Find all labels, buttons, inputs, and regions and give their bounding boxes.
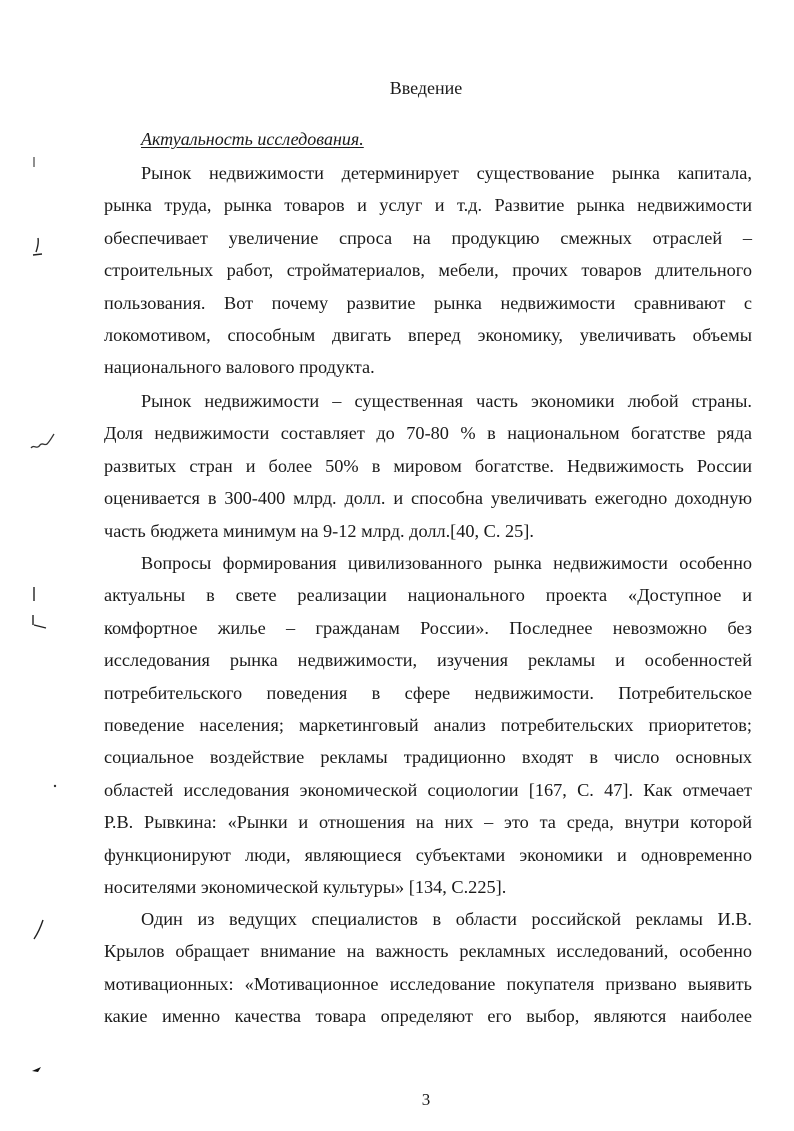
text-line: Вопросы формирования цивилизованного рынка недвижимости особенно: [141, 553, 752, 573]
text-line: какие именно качества товара определяют его выбор, являются наиболее: [104, 1006, 752, 1027]
text-line: Крылов обращает внимание на важность рекламных исследований, особенно: [104, 941, 752, 962]
text-line: Один из ведущих специалистов в области российской рекламы И.В.: [141, 909, 752, 929]
text-line: оценивается в 300-400 млрд. долл. и способна увеличивать ежегодно доходную: [104, 488, 752, 509]
text-line: носителями экономической культуры» [134, С.225].: [104, 876, 507, 897]
text-line: национального валового продукта.: [104, 357, 375, 378]
scan-mark: [52, 783, 58, 789]
text-line: социальное воздействие рекламы традиционно входят в число основных: [104, 747, 752, 768]
scan-mark: [30, 585, 50, 635]
text-line: Рынок недвижимости детерминирует существование рынка капитала,: [141, 163, 752, 183]
scan-mark: [30, 236, 44, 258]
subheading: Актуальность исследования.: [141, 129, 364, 149]
text-line: локомотивом, способным двигать вперед экономику, увеличивать объемы: [104, 324, 752, 345]
text-line: строительных работ, стройматериалов, мебели, прочих товаров длительного: [104, 260, 752, 281]
page-number: 3: [421, 1090, 431, 1109]
text-line: актуальны в свете реализации национального проекта «Доступное и: [104, 585, 752, 606]
text-line: областей исследования экономической социологии [167, С. 47]. Как отмечает: [104, 779, 752, 800]
section-title: Введение: [389, 78, 463, 98]
text-line: мотивационных: «Мотивационное исследование покупателя призвано выявить: [104, 973, 752, 994]
text-line: поведение населения; маркетинговый анализ потребительских приоритетов;: [104, 714, 752, 735]
scan-mark: [30, 918, 46, 942]
paragraph-1: [104, 157, 752, 384]
text-line: Доля недвижимости составляет до 70-80 % в национальном богатстве ряда: [104, 423, 752, 444]
text-line: Р.В. Рывкина: «Рынки и отношения на них – это та среда, внутри которой: [104, 812, 752, 833]
text-line: рынка труда, рынка товаров и услуг и т.д. Развитие рынка недвижимости: [104, 195, 752, 216]
text-line: комфортное жилье – гражданам России». Последнее невозможно без: [104, 617, 752, 638]
scan-mark: [28, 432, 56, 454]
text-line: развитых стран и более 50% в мировом богатстве. Недвижимость России: [104, 455, 752, 476]
text-line: исследования рынка недвижимости, изучения рекламы и особенностей: [104, 650, 752, 671]
scan-mark: [30, 1063, 44, 1075]
text-line: функционируют люди, являющиеся субъектами экономики и одновременно: [104, 844, 752, 865]
text-line: пользования. Вот почему развитие рынка недвижимости сравнивают с: [104, 292, 752, 313]
paragraph-2: [104, 385, 752, 547]
text-line: часть бюджета минимум на 9-12 млрд. долл.[40, С. 25].: [104, 520, 534, 541]
scan-mark: [30, 155, 38, 169]
text-line: потребительского поведения в сфере недвижимости. Потребительское: [104, 682, 752, 703]
paragraph-3: [104, 547, 752, 903]
paragraph-4: [104, 903, 752, 1033]
text-line: Рынок недвижимости – существенная часть экономики любой страны.: [141, 391, 752, 411]
text-line: обеспечивает увеличение спроса на продукцию смежных отраслей –: [104, 227, 752, 248]
